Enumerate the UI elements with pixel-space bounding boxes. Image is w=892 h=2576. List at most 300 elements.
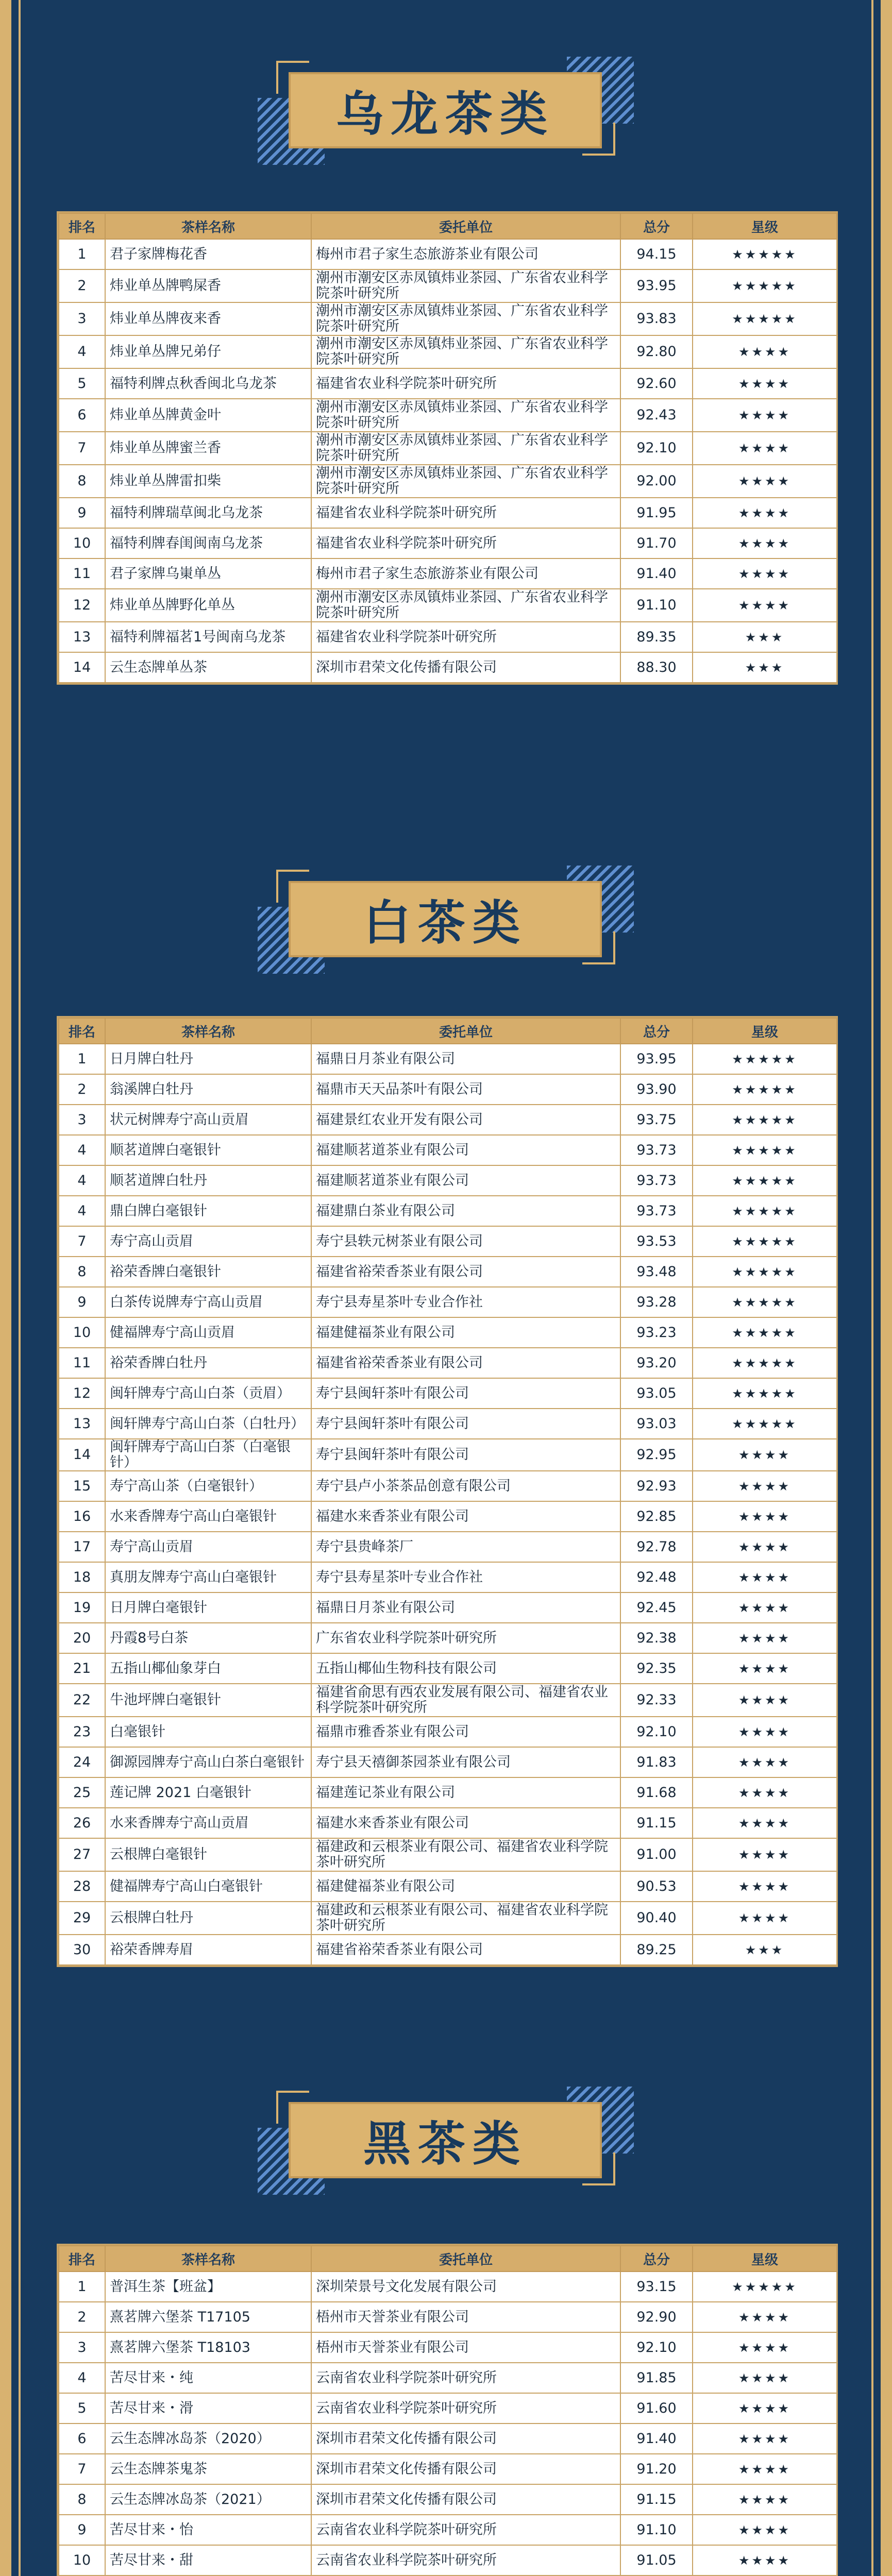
star-rating-cell: ★★★★★ <box>693 1196 837 1226</box>
star-rating-cell: ★★★★★ <box>693 1226 837 1257</box>
table-row <box>59 1044 837 1074</box>
section-title-box <box>289 881 602 957</box>
score-cell: 92.90 <box>620 2302 693 2332</box>
table-row <box>59 1317 837 1348</box>
entrusting-unit-cell: 福建省农业科学院茶叶研究所 <box>311 528 620 558</box>
star-rating-cell: ★★★★ <box>693 1623 837 1653</box>
table-row <box>59 1348 837 1378</box>
rank-cell: 4 <box>59 1196 105 1226</box>
rank-cell: 14 <box>59 1439 105 1471</box>
tea-name-cell: 健福牌寿宁高山白毫银针 <box>105 1871 311 1902</box>
score-cell: 92.85 <box>620 1501 693 1532</box>
star-rating-cell: ★★★★★ <box>693 1409 837 1439</box>
entrusting-unit-cell: 福建水来香茶业有限公司 <box>311 1808 620 1838</box>
star-rating-cell: ★★★★★ <box>693 302 837 335</box>
table-row <box>59 465 837 498</box>
table-row <box>59 2302 837 2332</box>
left-frame-border <box>0 0 11 2576</box>
header-entrusting-unit: 委托单位 <box>311 2246 620 2272</box>
tea-name-cell: 御源园牌寿宁高山白茶白毫银针 <box>105 1747 311 1777</box>
entrusting-unit-cell: 深圳市君荣文化传播有限公司 <box>311 2424 620 2454</box>
star-rating-cell: ★★★★★ <box>693 1257 837 1287</box>
tea-name-cell: 五指山椰仙象芽白 <box>105 1653 311 1684</box>
score-cell: 92.93 <box>620 1471 693 1501</box>
tea-name-cell: 白茶传说牌寿宁高山贡眉 <box>105 1287 311 1317</box>
table-row <box>59 368 837 399</box>
tea-name-cell: 日月牌白牡丹 <box>105 1044 311 1074</box>
tea-name-cell: 福特利牌春闺闽南乌龙茶 <box>105 528 311 558</box>
table-row <box>59 2393 837 2424</box>
score-cell: 91.95 <box>620 498 693 528</box>
table-row <box>59 302 837 335</box>
rank-cell: 3 <box>59 1105 105 1135</box>
star-rating-cell: ★★★★★ <box>693 2272 837 2302</box>
entrusting-unit-cell: 寿宁县寿星茶叶专业合作社 <box>311 1287 620 1317</box>
table-row <box>59 1439 837 1471</box>
table-row <box>59 558 837 589</box>
rank-cell: 2 <box>59 269 105 302</box>
tea-name-cell: 牛池坪牌白毫银针 <box>105 1684 311 1717</box>
rank-cell: 8 <box>59 465 105 498</box>
score-cell: 90.40 <box>620 1902 693 1935</box>
score-cell: 89.35 <box>620 622 693 652</box>
table-row <box>59 1287 837 1317</box>
score-cell: 91.20 <box>620 2454 693 2484</box>
rank-cell: 9 <box>59 2515 105 2545</box>
entrusting-unit-cell: 深圳荣景号文化发展有限公司 <box>311 2272 620 2302</box>
table-row <box>59 1135 837 1165</box>
star-rating-cell: ★★★★★ <box>693 1135 837 1165</box>
section-title-box <box>289 72 602 148</box>
table-row <box>59 1717 837 1747</box>
star-rating-cell: ★★★★ <box>693 2545 837 2575</box>
score-cell: 93.95 <box>620 1044 693 1074</box>
table-row <box>59 2454 837 2484</box>
star-rating-cell: ★★★★ <box>693 1717 837 1747</box>
score-cell: 92.10 <box>620 1717 693 1747</box>
rank-cell: 13 <box>59 1409 105 1439</box>
star-rating-cell: ★★★★ <box>693 1777 837 1808</box>
ranking-table <box>57 2244 838 2576</box>
score-cell: 91.70 <box>620 528 693 558</box>
score-cell: 91.10 <box>620 2515 693 2545</box>
rank-cell: 21 <box>59 1653 105 1684</box>
header-score: 总分 <box>620 213 693 239</box>
table-row <box>59 1409 837 1439</box>
star-rating-cell: ★★★★ <box>693 1562 837 1592</box>
tea-name-cell: 苦尽甘来・纯 <box>105 2363 311 2393</box>
tea-name-cell: 裕荣香牌白牡丹 <box>105 1348 311 1378</box>
table-row <box>59 1257 837 1287</box>
rank-cell: 7 <box>59 1226 105 1257</box>
rank-cell: 23 <box>59 1717 105 1747</box>
rank-cell: 14 <box>59 652 105 683</box>
entrusting-unit-cell: 寿宁县轶元树茶业有限公司 <box>311 1226 620 1257</box>
score-cell: 91.83 <box>620 1747 693 1777</box>
section-title-banner <box>258 866 634 969</box>
rank-cell: 1 <box>59 239 105 269</box>
table-row <box>59 1777 837 1808</box>
header-rank: 排名 <box>59 1018 105 1044</box>
score-cell: 93.73 <box>620 1165 693 1196</box>
star-rating-cell: ★★★★ <box>693 1439 837 1471</box>
star-rating-cell: ★★★★ <box>693 1808 837 1838</box>
star-rating-cell: ★★★ <box>693 622 837 652</box>
entrusting-unit-cell: 福建省裕荣香茶业有限公司 <box>311 1935 620 1965</box>
score-cell: 93.90 <box>620 1074 693 1105</box>
tea-name-cell: 莲记牌 2021 白毫银针 <box>105 1777 311 1808</box>
table-row <box>59 399 837 432</box>
header-tea-name: 茶样名称 <box>105 2246 311 2272</box>
score-cell: 92.78 <box>620 1532 693 1562</box>
entrusting-unit-cell: 梧州市天誉茶业有限公司 <box>311 2332 620 2363</box>
table-row <box>59 1074 837 1105</box>
table-row <box>59 2332 837 2363</box>
score-cell: 91.05 <box>620 2545 693 2575</box>
tea-name-cell: 裕荣香牌寿眉 <box>105 1935 311 1965</box>
header-star-rating: 星级 <box>693 1018 837 1044</box>
entrusting-unit-cell: 五指山椰仙生物科技有限公司 <box>311 1653 620 1684</box>
star-rating-cell: ★★★★ <box>693 1684 837 1717</box>
table-row <box>59 622 837 652</box>
tea-name-cell: 寿宁高山茶（白毫银针） <box>105 1471 311 1501</box>
rank-cell: 25 <box>59 1777 105 1808</box>
entrusting-unit-cell: 福建省裕荣香茶业有限公司 <box>311 1257 620 1287</box>
tea-name-cell: 寿宁高山贡眉 <box>105 1532 311 1562</box>
header-tea-name: 茶样名称 <box>105 213 311 239</box>
table-dark-tea <box>58 2245 837 2576</box>
rank-cell: 4 <box>59 2363 105 2393</box>
table-row <box>59 1562 837 1592</box>
entrusting-unit-cell: 福鼎日月茶业有限公司 <box>311 1044 620 1074</box>
score-cell: 92.10 <box>620 2332 693 2363</box>
star-rating-cell: ★★★★ <box>693 2363 837 2393</box>
entrusting-unit-cell: 寿宁县闽轩茶叶有限公司 <box>311 1439 620 1471</box>
tea-name-cell: 水来香牌寿宁高山贡眉 <box>105 1808 311 1838</box>
score-cell: 92.38 <box>620 1623 693 1653</box>
score-cell: 93.73 <box>620 1135 693 1165</box>
star-rating-cell: ★★★★ <box>693 368 837 399</box>
score-cell: 92.00 <box>620 465 693 498</box>
tea-name-cell: 裕荣香牌白毫银针 <box>105 1257 311 1287</box>
entrusting-unit-cell: 福建省农业科学院茶叶研究所 <box>311 498 620 528</box>
section-title-banner <box>258 2087 634 2190</box>
table-row <box>59 1532 837 1562</box>
tea-name-cell: 真朋友牌寿宁高山白毫银针 <box>105 1562 311 1592</box>
entrusting-unit-cell: 福建政和云根茶业有限公司、福建省农业科学院茶叶研究所 <box>311 1838 620 1871</box>
table-row <box>59 528 837 558</box>
entrusting-unit-cell: 福建健福茶业有限公司 <box>311 1871 620 1902</box>
rank-cell: 5 <box>59 2393 105 2424</box>
entrusting-unit-cell: 云南省农业科学院茶叶研究所 <box>311 2393 620 2424</box>
tea-name-cell: 寿宁高山贡眉 <box>105 1226 311 1257</box>
tea-name-cell: 云生态牌冰岛茶（2021） <box>105 2484 311 2515</box>
table-row <box>59 1471 837 1501</box>
star-rating-cell: ★★★★ <box>693 465 837 498</box>
star-rating-cell: ★★★★ <box>693 399 837 432</box>
rank-cell: 22 <box>59 1684 105 1717</box>
table-oolong <box>58 213 837 683</box>
entrusting-unit-cell: 寿宁县闽轩茶叶有限公司 <box>311 1378 620 1409</box>
rank-cell: 11 <box>59 1348 105 1378</box>
star-rating-cell: ★★★★★ <box>693 1317 837 1348</box>
star-rating-cell: ★★★★★ <box>693 1074 837 1105</box>
score-cell: 92.80 <box>620 335 693 368</box>
star-rating-cell: ★★★★★ <box>693 1378 837 1409</box>
score-cell: 93.83 <box>620 302 693 335</box>
entrusting-unit-cell: 广东省农业科学院茶叶研究所 <box>311 1623 620 1653</box>
table-row <box>59 1592 837 1623</box>
entrusting-unit-cell: 梧州市天誉茶业有限公司 <box>311 2302 620 2332</box>
score-cell: 92.60 <box>620 368 693 399</box>
entrusting-unit-cell: 福建健福茶业有限公司 <box>311 1317 620 1348</box>
section-title: 白茶类 <box>363 895 527 951</box>
star-rating-cell: ★★★★★ <box>693 269 837 302</box>
table-row <box>59 1501 837 1532</box>
rank-cell: 1 <box>59 2272 105 2302</box>
rank-cell: 3 <box>59 302 105 335</box>
score-cell: 91.00 <box>620 1838 693 1871</box>
star-rating-cell: ★★★★ <box>693 589 837 622</box>
star-rating-cell: ★★★★ <box>693 1871 837 1902</box>
rank-cell: 24 <box>59 1747 105 1777</box>
star-rating-cell: ★★★★ <box>693 2424 837 2454</box>
star-rating-cell: ★★★★★ <box>693 1165 837 1196</box>
score-cell: 91.40 <box>620 558 693 589</box>
star-rating-cell: ★★★★ <box>693 2515 837 2545</box>
table-row <box>59 1684 837 1717</box>
entrusting-unit-cell: 潮州市潮安区赤凤镇炜业茶园、广东省农业科学院茶叶研究所 <box>311 432 620 465</box>
entrusting-unit-cell: 深圳市君荣文化传播有限公司 <box>311 2484 620 2515</box>
entrusting-unit-cell: 福建水来香茶业有限公司 <box>311 1501 620 1532</box>
star-rating-cell: ★★★★ <box>693 2393 837 2424</box>
tea-name-cell: 苦尽甘来・滑 <box>105 2393 311 2424</box>
entrusting-unit-cell: 福建鼎白茶业有限公司 <box>311 1196 620 1226</box>
score-cell: 91.60 <box>620 2393 693 2424</box>
tea-name-cell: 云根牌白毫银针 <box>105 1838 311 1871</box>
entrusting-unit-cell: 潮州市潮安区赤凤镇炜业茶园、广东省农业科学院茶叶研究所 <box>311 269 620 302</box>
header-tea-name: 茶样名称 <box>105 1018 311 1044</box>
star-rating-cell: ★★★★ <box>693 1532 837 1562</box>
table-row <box>59 1378 837 1409</box>
entrusting-unit-cell: 福建省俞思有西农业发展有限公司、福建省农业科学院茶叶研究所 <box>311 1684 620 1717</box>
entrusting-unit-cell: 云南省农业科学院茶叶研究所 <box>311 2545 620 2575</box>
rank-cell: 2 <box>59 1074 105 1105</box>
tea-name-cell: 炜业单丛牌雷扣柴 <box>105 465 311 498</box>
header-star-rating: 星级 <box>693 2246 837 2272</box>
right-frame-border <box>881 0 892 2576</box>
score-cell: 93.28 <box>620 1287 693 1317</box>
score-cell: 91.15 <box>620 2484 693 2515</box>
star-rating-cell: ★★★★ <box>693 498 837 528</box>
table-row <box>59 498 837 528</box>
rank-cell: 8 <box>59 1257 105 1287</box>
ranking-table <box>57 1016 838 1967</box>
star-rating-cell: ★★★★ <box>693 2454 837 2484</box>
header-entrusting-unit: 委托单位 <box>311 213 620 239</box>
table-row <box>59 432 837 465</box>
star-rating-cell: ★★★ <box>693 1935 837 1965</box>
table-header-row <box>59 2246 837 2272</box>
section-title-banner <box>258 57 634 160</box>
tea-name-cell: 云生态牌冰岛茶（2020） <box>105 2424 311 2454</box>
rank-cell: 29 <box>59 1902 105 1935</box>
score-cell: 92.45 <box>620 1592 693 1623</box>
rank-cell: 6 <box>59 399 105 432</box>
tea-name-cell: 水来香牌寿宁高山白毫银针 <box>105 1501 311 1532</box>
table-row <box>59 1747 837 1777</box>
entrusting-unit-cell: 福鼎日月茶业有限公司 <box>311 1592 620 1623</box>
tea-name-cell: 炜业单丛牌鸭屎香 <box>105 269 311 302</box>
entrusting-unit-cell: 福建政和云根茶业有限公司、福建省农业科学院茶叶研究所 <box>311 1902 620 1935</box>
header-rank: 排名 <box>59 213 105 239</box>
tea-name-cell: 福特利牌瑞草闽北乌龙茶 <box>105 498 311 528</box>
star-rating-cell: ★★★★ <box>693 2332 837 2363</box>
rank-cell: 17 <box>59 1532 105 1562</box>
entrusting-unit-cell: 寿宁县闽轩茶叶有限公司 <box>311 1409 620 1439</box>
star-rating-cell: ★★★★★ <box>693 1105 837 1135</box>
score-cell: 93.20 <box>620 1348 693 1378</box>
rank-cell: 15 <box>59 1471 105 1501</box>
rank-cell: 10 <box>59 2545 105 2575</box>
star-rating-cell: ★★★★ <box>693 1501 837 1532</box>
entrusting-unit-cell: 福建景红农业开发有限公司 <box>311 1105 620 1135</box>
rank-cell: 9 <box>59 498 105 528</box>
score-cell: 93.95 <box>620 269 693 302</box>
score-cell: 92.48 <box>620 1562 693 1592</box>
star-rating-cell: ★★★★ <box>693 1471 837 1501</box>
rank-cell: 3 <box>59 2332 105 2363</box>
tea-name-cell: 炜业单丛牌夜来香 <box>105 302 311 335</box>
rank-cell: 19 <box>59 1592 105 1623</box>
table-row <box>59 1623 837 1653</box>
entrusting-unit-cell: 云南省农业科学院茶叶研究所 <box>311 2363 620 2393</box>
rank-cell: 8 <box>59 2484 105 2515</box>
table-row <box>59 2363 837 2393</box>
star-rating-cell: ★★★★★ <box>693 1044 837 1074</box>
star-rating-cell: ★★★★ <box>693 1747 837 1777</box>
score-cell: 93.23 <box>620 1317 693 1348</box>
star-rating-cell: ★★★★ <box>693 2484 837 2515</box>
tea-name-cell: 闽轩牌寿宁高山白茶（白牡丹） <box>105 1409 311 1439</box>
rank-cell: 12 <box>59 589 105 622</box>
table-row <box>59 1653 837 1684</box>
tea-name-cell: 翁溪牌白牡丹 <box>105 1074 311 1105</box>
entrusting-unit-cell: 潮州市潮安区赤凤镇炜业茶园、广东省农业科学院茶叶研究所 <box>311 465 620 498</box>
score-cell: 94.15 <box>620 239 693 269</box>
rank-cell: 7 <box>59 2454 105 2484</box>
table-row <box>59 1838 837 1871</box>
entrusting-unit-cell: 云南省农业科学院茶叶研究所 <box>311 2515 620 2545</box>
star-rating-cell: ★★★ <box>693 652 837 683</box>
score-cell: 93.48 <box>620 1257 693 1287</box>
entrusting-unit-cell: 潮州市潮安区赤凤镇炜业茶园、广东省农业科学院茶叶研究所 <box>311 302 620 335</box>
score-cell: 92.43 <box>620 399 693 432</box>
star-rating-cell: ★★★★ <box>693 1902 837 1935</box>
ranking-table <box>57 211 838 685</box>
score-cell: 88.30 <box>620 652 693 683</box>
tea-name-cell: 苦尽甘来・怡 <box>105 2515 311 2545</box>
score-cell: 90.53 <box>620 1871 693 1902</box>
entrusting-unit-cell: 福鼎市天天品茶叶有限公司 <box>311 1074 620 1105</box>
tea-name-cell: 状元树牌寿宁高山贡眉 <box>105 1105 311 1135</box>
tea-name-cell: 福特利牌点秋香闽北乌龙茶 <box>105 368 311 399</box>
tea-name-cell: 丹霞8号白茶 <box>105 1623 311 1653</box>
score-cell: 92.33 <box>620 1684 693 1717</box>
tea-name-cell: 健福牌寿宁高山贡眉 <box>105 1317 311 1348</box>
star-rating-cell: ★★★★★ <box>693 1348 837 1378</box>
entrusting-unit-cell: 福建顺茗道茶业有限公司 <box>311 1135 620 1165</box>
rank-cell: 13 <box>59 622 105 652</box>
tea-name-cell: 福特利牌福茗1号闽南乌龙茶 <box>105 622 311 652</box>
entrusting-unit-cell: 福建省农业科学院茶叶研究所 <box>311 368 620 399</box>
star-rating-cell: ★★★★★ <box>693 1287 837 1317</box>
star-rating-cell: ★★★★ <box>693 528 837 558</box>
entrusting-unit-cell: 福鼎市雅香茶业有限公司 <box>311 1717 620 1747</box>
score-cell: 91.85 <box>620 2363 693 2393</box>
score-cell: 89.25 <box>620 1935 693 1965</box>
table-row <box>59 239 837 269</box>
rank-cell: 10 <box>59 1317 105 1348</box>
table-row <box>59 2545 837 2575</box>
score-cell: 92.35 <box>620 1653 693 1684</box>
entrusting-unit-cell: 深圳市君荣文化传播有限公司 <box>311 652 620 683</box>
tea-name-cell: 闽轩牌寿宁高山白茶（贡眉） <box>105 1378 311 1409</box>
star-rating-cell: ★★★★★ <box>693 239 837 269</box>
score-cell: 93.73 <box>620 1196 693 1226</box>
section-title: 黑茶类 <box>363 2116 527 2172</box>
tea-name-cell: 白毫银针 <box>105 1717 311 1747</box>
tea-name-cell: 炜业单丛牌野化单丛 <box>105 589 311 622</box>
entrusting-unit-cell: 寿宁县贵峰茶厂 <box>311 1532 620 1562</box>
star-rating-cell: ★★★★ <box>693 1653 837 1684</box>
rank-cell: 18 <box>59 1562 105 1592</box>
table-row <box>59 1105 837 1135</box>
rank-cell: 4 <box>59 1165 105 1196</box>
tea-name-cell: 普洱生茶【班盆】 <box>105 2272 311 2302</box>
table-white-tea <box>58 1018 837 1965</box>
table-header-row <box>59 213 837 239</box>
tea-name-cell: 熹茗牌六堡茶 T18103 <box>105 2332 311 2363</box>
table-row <box>59 2484 837 2515</box>
table-row <box>59 335 837 368</box>
star-rating-cell: ★★★★ <box>693 1592 837 1623</box>
table-row <box>59 1935 837 1965</box>
entrusting-unit-cell: 潮州市潮安区赤凤镇炜业茶园、广东省农业科学院茶叶研究所 <box>311 589 620 622</box>
table-row <box>59 589 837 622</box>
star-rating-cell: ★★★★ <box>693 335 837 368</box>
table-row <box>59 2424 837 2454</box>
score-cell: 93.05 <box>620 1378 693 1409</box>
score-cell: 92.95 <box>620 1439 693 1471</box>
rank-cell: 5 <box>59 368 105 399</box>
score-cell: 91.15 <box>620 1808 693 1838</box>
entrusting-unit-cell: 深圳市君荣文化传播有限公司 <box>311 2454 620 2484</box>
header-score: 总分 <box>620 2246 693 2272</box>
score-cell: 93.53 <box>620 1226 693 1257</box>
entrusting-unit-cell: 福建顺茗道茶业有限公司 <box>311 1165 620 1196</box>
table-row <box>59 2272 837 2302</box>
table-row <box>59 1902 837 1935</box>
score-cell: 91.68 <box>620 1777 693 1808</box>
score-cell: 93.03 <box>620 1409 693 1439</box>
header-rank: 排名 <box>59 2246 105 2272</box>
tea-name-cell: 日月牌白毫银针 <box>105 1592 311 1623</box>
entrusting-unit-cell: 寿宁县寿星茶叶专业合作社 <box>311 1562 620 1592</box>
tea-name-cell: 云生态牌单丛茶 <box>105 652 311 683</box>
header-score: 总分 <box>620 1018 693 1044</box>
rank-cell: 6 <box>59 2424 105 2454</box>
